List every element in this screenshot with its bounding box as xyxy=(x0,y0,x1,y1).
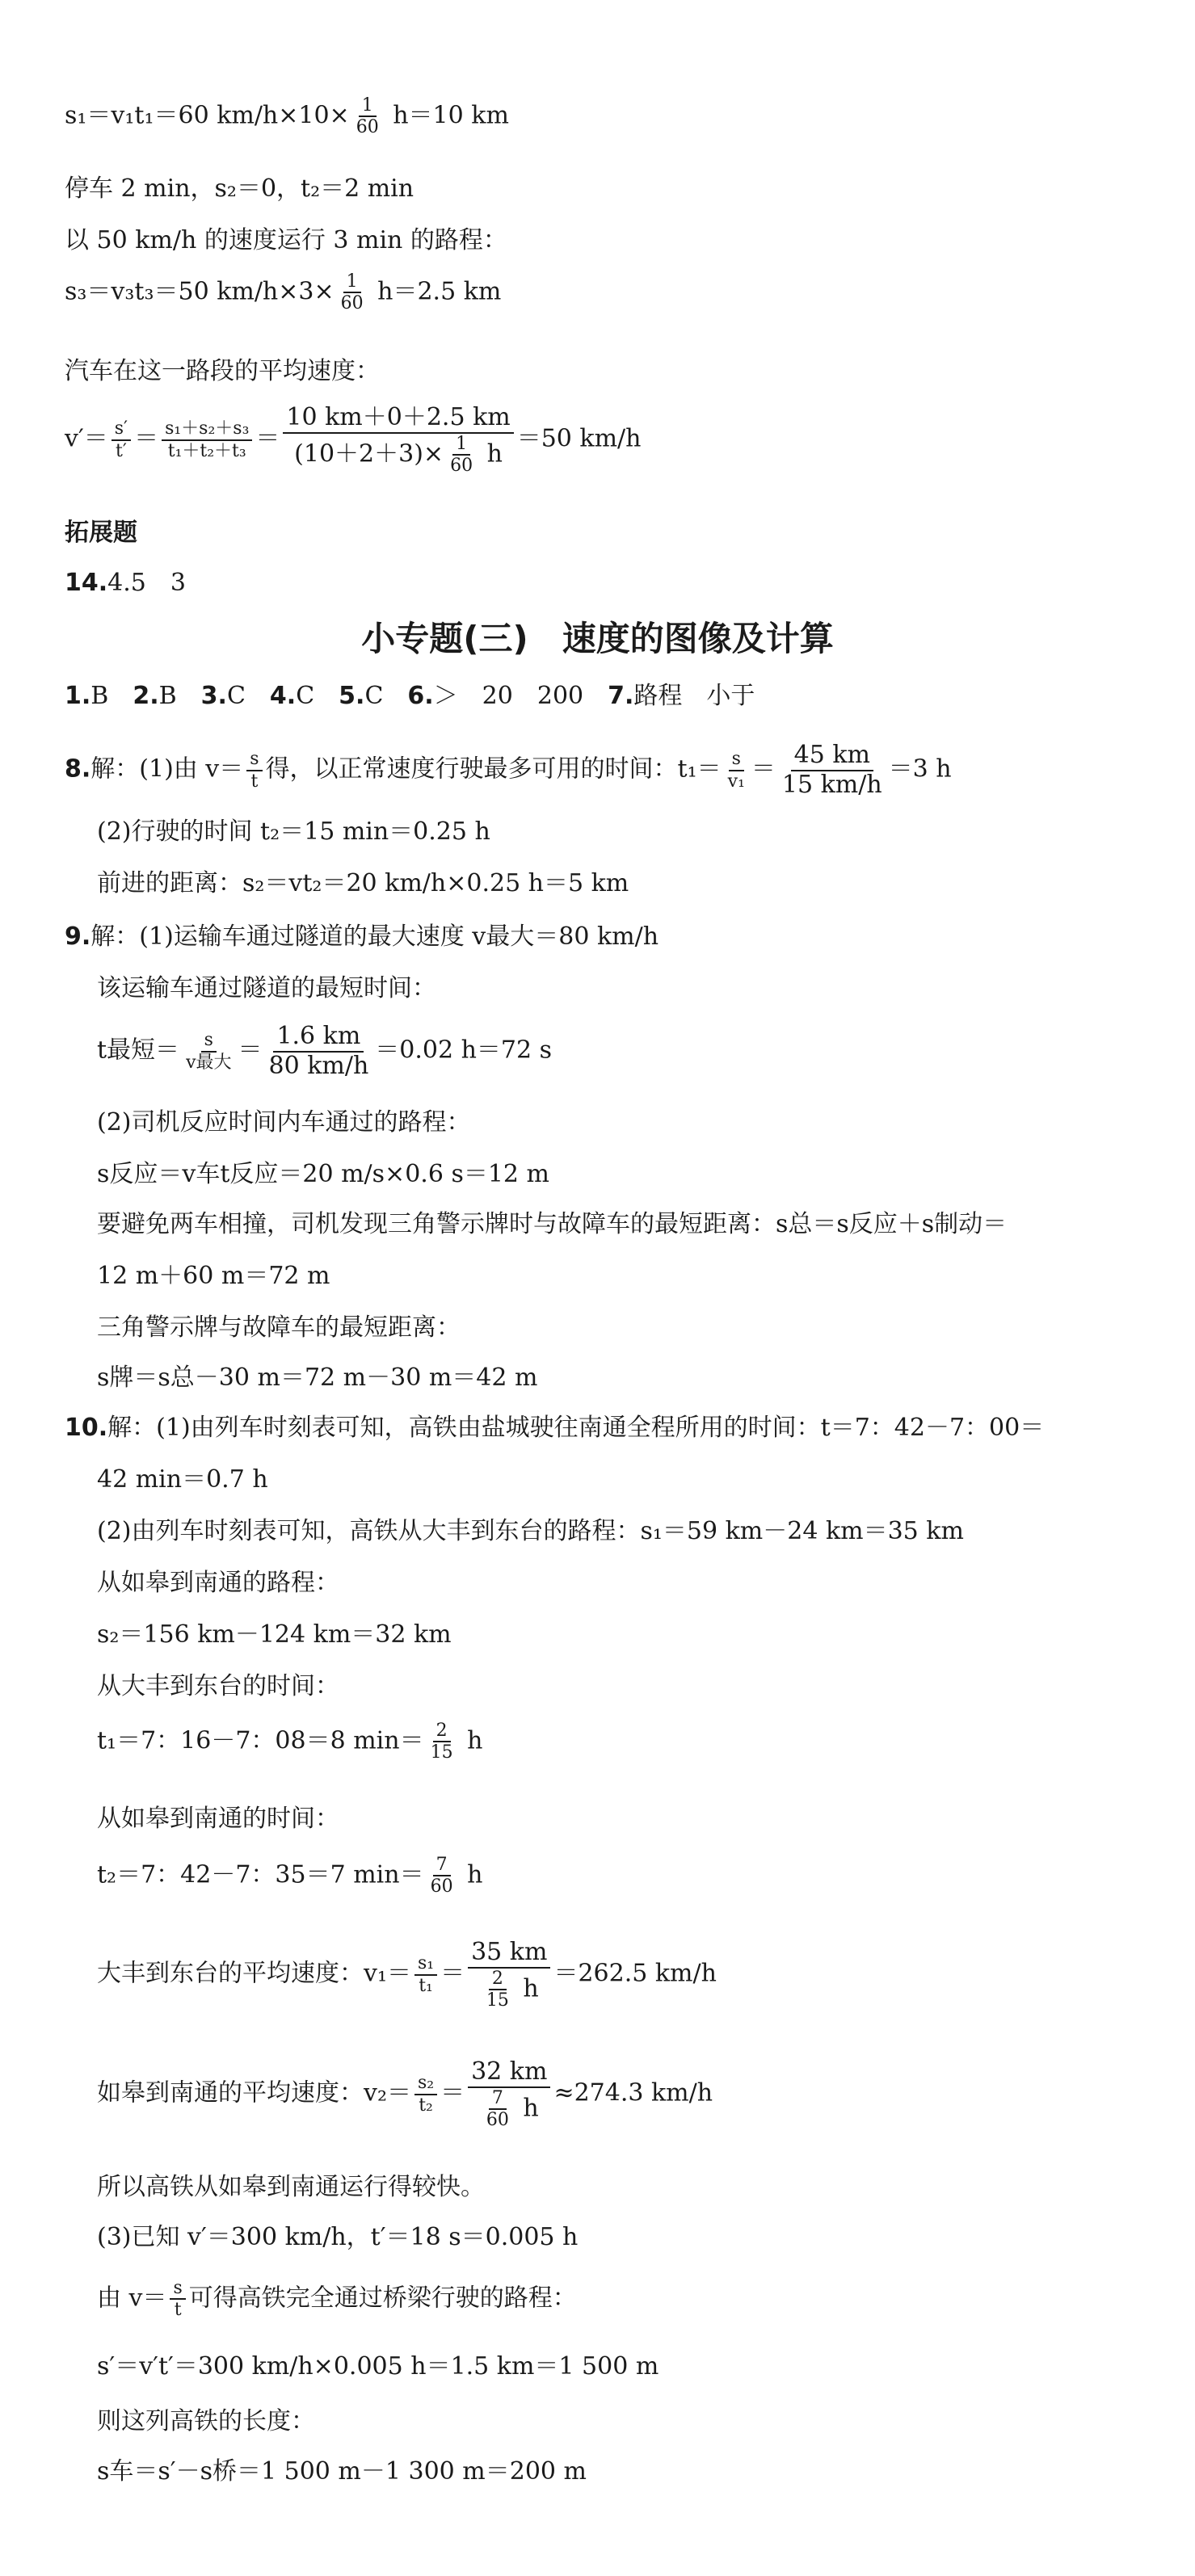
fraction xyxy=(483,1969,512,2011)
fraction-numerator: 35 km xyxy=(468,1939,550,1969)
fraction xyxy=(414,1953,437,1996)
question-number: 4. xyxy=(269,682,297,710)
text-line: s牌＝s总－30 m＝72 m－30 m＝42 m xyxy=(97,1364,538,1392)
eq-text: v′＝ xyxy=(65,424,108,453)
eq-text: (10＋2＋3)× xyxy=(294,439,444,468)
text-line: 要避免两车相撞，司机发现三角警示牌时与故障车的最短距离：s总＝s反应＋s制动＝ xyxy=(97,1210,1008,1238)
fraction xyxy=(414,2073,437,2116)
fraction-denominator: 80 km/h xyxy=(268,1051,369,1080)
eq-text: t₁＝7：16－7：08＝8 min＝ xyxy=(97,1726,424,1755)
eq-text: ＝ xyxy=(255,424,280,453)
text-line: 三角警示牌与故障车的最短距离： xyxy=(97,1313,461,1342)
text-line: 则这列高铁的长度： xyxy=(97,2407,315,2435)
fraction xyxy=(427,1721,457,1763)
fraction-denominator xyxy=(477,1969,542,2011)
eq-v1-line xyxy=(97,1939,717,2011)
eq-text: s₁＝v₁t₁＝60 km/h×10× xyxy=(65,101,350,130)
fraction xyxy=(266,1023,372,1080)
text-line: s₂＝156 km－124 km＝32 km xyxy=(97,1620,452,1649)
question-number: 3. xyxy=(200,682,227,710)
fraction-numerator: 1 xyxy=(359,95,377,117)
text-line: 42 min＝0.7 h xyxy=(97,1465,268,1494)
eq-t1-line xyxy=(97,1721,482,1763)
fraction-numerator: 7 xyxy=(433,1855,451,1876)
fraction xyxy=(427,1855,457,1897)
page-title: 小专题(三) 速度的图像及计算 xyxy=(361,619,834,658)
text-line: 从如皋到南通的时间： xyxy=(97,1805,339,1833)
eq-text: h xyxy=(459,1860,483,1889)
text-line: 12 m＋60 m＝72 m xyxy=(97,1262,330,1290)
eq-text: h xyxy=(459,1726,483,1755)
fraction-denominator: 15 xyxy=(486,1990,509,2011)
fraction xyxy=(112,418,131,461)
eq-text: t₂＝7：42－7：35＝7 min＝ xyxy=(97,1860,424,1889)
fraction xyxy=(447,434,476,477)
text-line: (3)已知 v′＝300 km/h，t′＝18 s＝0.005 h xyxy=(97,2223,579,2251)
eq-text: ＝262.5 km/h xyxy=(553,1959,717,1988)
fraction-denominator: t xyxy=(174,2300,182,2321)
text-line: s′＝v′t′＝300 km/h×0.005 h＝1.5 km＝1 500 m xyxy=(97,2352,659,2381)
fraction-denominator: t₁ xyxy=(419,1975,433,1996)
fraction-numerator: 2 xyxy=(433,1721,451,1742)
fraction-denominator: 60 xyxy=(450,455,473,476)
question-number: 7. xyxy=(608,682,634,710)
fraction-numerator: 1 xyxy=(452,434,470,456)
eq-text: ＝ xyxy=(440,1959,465,1988)
eq-text: ≈274.3 km/h xyxy=(553,2078,713,2107)
fraction-numerator: 45 km xyxy=(791,742,873,771)
question-number: 6. xyxy=(407,682,434,710)
fraction-denominator: 60 xyxy=(340,293,364,314)
eq-text: ＝3 h xyxy=(888,754,952,784)
fraction-numerator: 1.6 km xyxy=(273,1023,364,1053)
eq-text: 解：(1)运输车通过隧道的最大速度 v最大＝80 km/h xyxy=(90,922,659,951)
fraction-denominator xyxy=(477,2088,542,2131)
text-line: (2)司机反应时间内车通过的路程： xyxy=(97,1108,471,1137)
eq-text: h＝10 km xyxy=(385,101,509,130)
text-line: 从大丰到东台的时间： xyxy=(97,1672,339,1700)
question-10-line-1 xyxy=(65,1412,1044,1443)
question-number: 14. xyxy=(65,569,108,597)
eq-v2-line xyxy=(97,2058,713,2130)
eq-v-line xyxy=(97,2278,577,2321)
fraction xyxy=(483,2088,512,2131)
fraction-denominator: 60 xyxy=(430,1876,453,1897)
fraction xyxy=(468,2058,550,2130)
eq-text: 解：(1)由 v＝ xyxy=(90,754,244,784)
text-line: 该运输车通过隧道的最短时间： xyxy=(97,974,436,1002)
fraction-denominator: t₂ xyxy=(419,2095,433,2116)
fraction-denominator: 15 xyxy=(430,1742,453,1763)
question-number: 5. xyxy=(339,682,365,710)
text-line: 所以高铁从如皋到南通运行得较快。 xyxy=(97,2173,485,2201)
question-number: 10. xyxy=(65,1414,108,1442)
fraction xyxy=(283,404,513,476)
question-8-line-1 xyxy=(65,742,952,799)
fraction xyxy=(338,271,367,314)
eq-avg-speed-line xyxy=(65,404,641,476)
fraction xyxy=(725,749,748,792)
fraction-denominator: 60 xyxy=(486,2109,509,2130)
eq-text: h＝2.5 km xyxy=(369,277,502,306)
eq-text: s₃＝v₃t₃＝50 km/h×3× xyxy=(65,277,335,306)
question-number: 1. xyxy=(65,682,91,710)
eq-s1-line xyxy=(65,95,509,138)
text-line: s反应＝v车t反应＝20 m/s×0.6 s＝12 m xyxy=(97,1160,549,1188)
answer-text: 4.5 3 xyxy=(107,569,186,597)
eq-text: 如皋到南通的平均速度：v₂＝ xyxy=(97,2078,411,2107)
fraction-denominator: t xyxy=(250,771,259,792)
fraction xyxy=(468,1939,550,2011)
eq-text: 解：(1)由列车时刻表可知，高铁由盐城驶往南通全程所用的时间：t＝7：42－7：00＝ xyxy=(107,1414,1045,1442)
fraction xyxy=(162,418,252,461)
fraction-numerator: 2 xyxy=(489,1969,507,1990)
fraction-denominator: v最大 xyxy=(186,1052,232,1073)
text-line: 汽车在这一路段的平均速度： xyxy=(65,357,380,385)
question-14 xyxy=(65,567,186,599)
text-line: 从如皋到南通的路程： xyxy=(97,1569,339,1597)
text-line: 停车 2 min，s₂＝0，t₂＝2 min xyxy=(65,174,414,203)
answer-text: 路程 小于 xyxy=(633,682,755,710)
eq-text: 得，以正常速度行驶最多可用的时间：t₁＝ xyxy=(265,754,722,784)
eq-t2-line xyxy=(97,1855,482,1897)
eq-text: 由 v＝ xyxy=(97,2284,167,2313)
fraction-numerator: s₁＋s₂＋s₃ xyxy=(162,418,252,440)
fraction-numerator: s xyxy=(246,749,262,771)
fraction-numerator: s₂ xyxy=(414,2073,437,2095)
fraction-numerator: s xyxy=(729,749,744,771)
fraction-numerator: s′ xyxy=(112,418,131,440)
eq-text: h xyxy=(479,439,503,468)
fraction xyxy=(779,742,886,799)
text-line: (2)行驶的时间 t₂＝15 min＝0.25 h xyxy=(97,817,490,846)
answer-text: C xyxy=(296,682,315,710)
fraction xyxy=(183,1030,234,1073)
fraction-denominator: v₁ xyxy=(727,771,745,792)
fraction-numerator: s xyxy=(170,2278,185,2300)
fraction-numerator: s₁ xyxy=(414,1953,437,1975)
fraction-denominator: 60 xyxy=(356,117,379,138)
fraction xyxy=(353,95,382,138)
answer-text: C xyxy=(226,682,246,710)
fraction-denominator: t₁＋t₂＋t₃ xyxy=(167,440,246,461)
fraction-denominator: 15 km/h xyxy=(781,770,882,799)
fraction-denominator: t′ xyxy=(115,440,127,461)
text-line: s车＝s′－s桥＝1 500 m－1 300 m＝200 m xyxy=(97,2457,587,2486)
eq-text: h xyxy=(515,2093,539,2122)
eq-text: ＝50 km/h xyxy=(516,424,642,453)
text-line: 前进的距离：s₂＝vt₂＝20 km/h×0.25 h＝5 km xyxy=(97,869,629,897)
choice-answers-row xyxy=(65,680,755,712)
fraction-numerator: s xyxy=(201,1030,217,1052)
eq-text: ＝ xyxy=(440,2078,465,2107)
fraction-numerator: 32 km xyxy=(468,2058,550,2088)
answer-text: B xyxy=(90,682,109,710)
answer-text: ＞ 20 200 xyxy=(433,682,584,710)
answer-text: B xyxy=(158,682,177,710)
eq-text: 大丰到东台的平均速度：v₁＝ xyxy=(97,1959,411,1988)
text-line: (2)由列车时刻表可知，高铁从大丰到东台的路程：s₁＝59 km－24 km＝35 km xyxy=(97,1517,964,1545)
question-number: 8. xyxy=(65,754,91,784)
fraction-numerator: 1 xyxy=(343,271,361,293)
fraction-numerator: 10 km＋0＋2.5 km xyxy=(283,404,513,434)
fraction xyxy=(170,2278,185,2321)
eq-tmin-line xyxy=(97,1023,552,1080)
fraction xyxy=(246,749,262,792)
eq-text: ＝ xyxy=(751,754,776,784)
fraction-numerator: 7 xyxy=(489,2088,507,2110)
eq-text: ＝ xyxy=(134,424,159,453)
eq-text: 可得高铁完全通过桥梁行驶的路程： xyxy=(188,2284,577,2313)
question-number: 2. xyxy=(133,682,159,710)
fraction-denominator xyxy=(291,434,506,477)
answer-text: C xyxy=(364,682,384,710)
eq-text: h xyxy=(515,1973,539,2002)
text-line: 以 50 km/h 的速度运行 3 min 的路程： xyxy=(65,226,507,254)
question-9-line-1 xyxy=(65,921,659,952)
section-heading: 拓展题 xyxy=(65,519,137,547)
eq-s3-line xyxy=(65,271,501,314)
eq-text: ＝0.02 h＝72 s xyxy=(375,1036,553,1065)
eq-text: ＝ xyxy=(238,1036,263,1065)
eq-text: t最短＝ xyxy=(97,1036,180,1065)
question-number: 9. xyxy=(65,922,91,951)
